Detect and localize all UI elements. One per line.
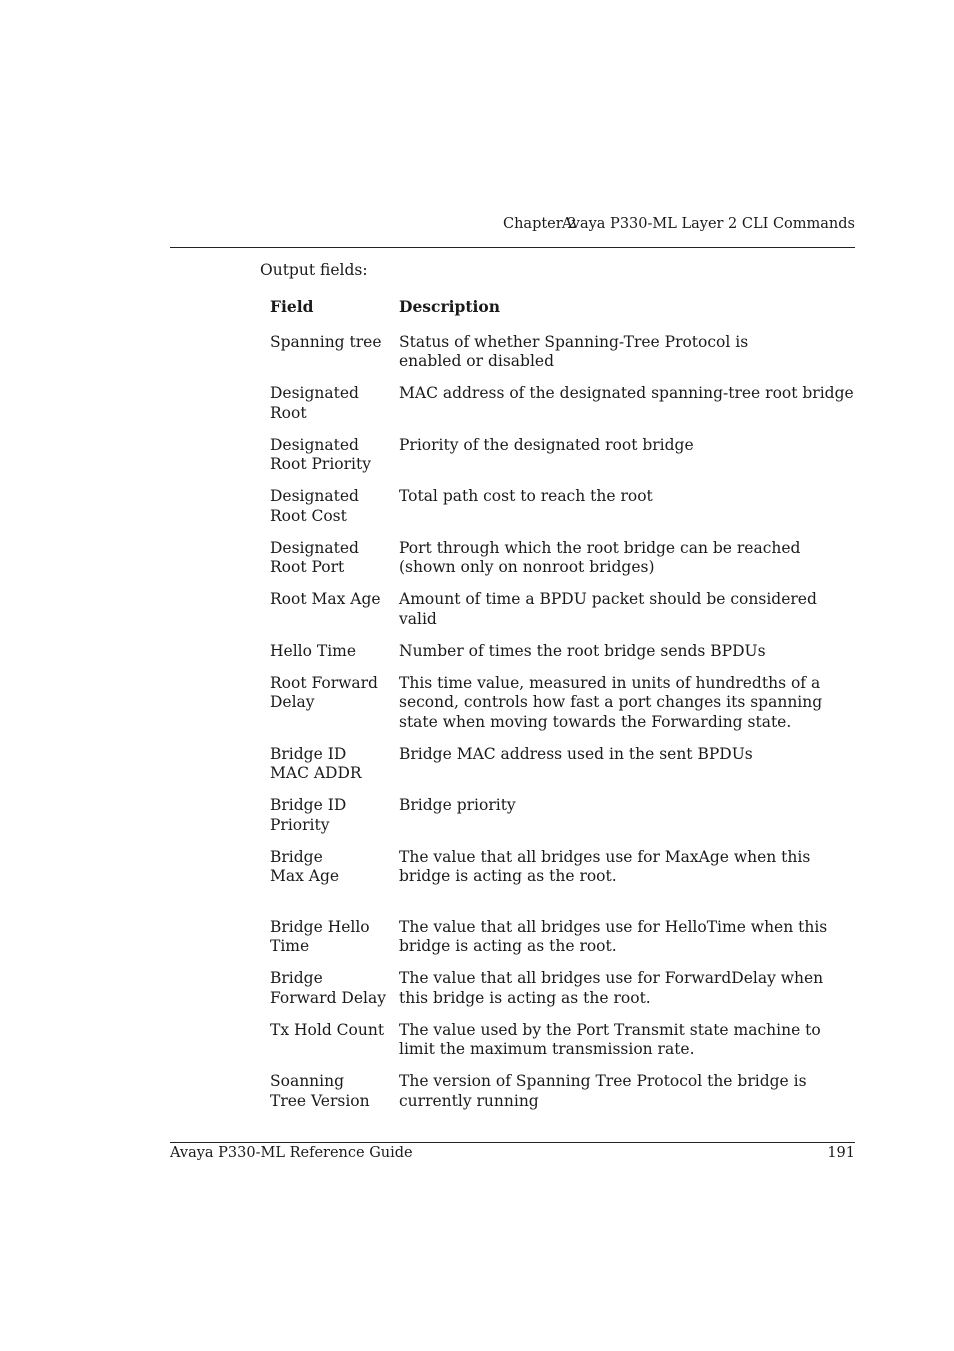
field-description: Bridge priority xyxy=(399,796,516,814)
field-description: Bridge MAC address used in the sent BPDUs xyxy=(399,744,753,763)
section-title: Avaya P330-ML Layer 2 CLI Commands xyxy=(561,216,855,232)
table-row xyxy=(270,848,855,887)
table-header-row xyxy=(270,297,855,317)
table-row xyxy=(270,333,855,372)
field-name: Spanning tree xyxy=(270,332,382,351)
field-name: Designated Root xyxy=(270,384,359,422)
field-description: Amount of time a BPDU packet should be considered valid xyxy=(399,590,817,628)
field-description: Status of whether Spanning-Tree Protocol is enabled or disabled xyxy=(399,332,749,370)
field-name: Designated Root Priority xyxy=(270,435,371,473)
field-description: The value that all bridges use for HelloTime when this bridge is acting as the root. xyxy=(399,917,828,955)
table-row xyxy=(270,1021,855,1060)
table-row xyxy=(270,1072,855,1111)
field-name: Bridge ID Priority xyxy=(270,796,347,834)
table-row xyxy=(270,539,855,578)
page-footer xyxy=(170,1142,855,1161)
intro-text: Output fields: xyxy=(260,261,368,279)
table-row xyxy=(270,745,855,784)
field-name: Tx Hold Count xyxy=(270,1020,385,1039)
field-description: The value used by the Port Transmit state machine to limit the maximum transmission rate. xyxy=(399,1020,821,1058)
page-header xyxy=(170,215,855,248)
field-name: Designated Root Cost xyxy=(270,487,359,525)
column-header-field: Field xyxy=(270,297,314,316)
field-description: The value that all bridges use for MaxAge when this bridge is acting as the root. xyxy=(399,847,811,885)
field-name: Root Max Age xyxy=(270,590,381,608)
table-row xyxy=(270,642,855,662)
guide-title: Avaya P330-ML Reference Guide xyxy=(170,1145,413,1161)
table-row xyxy=(270,487,855,526)
field-description: The version of Spanning Tree Protocol the bridge is currently running xyxy=(399,1072,807,1110)
field-name: Designated Root Port xyxy=(270,538,359,576)
output-fields-table xyxy=(270,297,855,1124)
table-row xyxy=(270,918,855,957)
table-row xyxy=(270,436,855,475)
field-description: MAC address of the designated spanning-tree root bridge xyxy=(399,384,854,402)
chapter-label: Chapter 2 xyxy=(503,216,577,232)
field-description: Number of times the root bridge sends BPDUs xyxy=(399,641,766,660)
field-name: Bridge Max Age xyxy=(270,847,340,885)
field-description: This time value, measured in units of hundredths of a second, controls how fast a port changes its spanning state when moving towards the Forwarding state. xyxy=(399,673,823,731)
table-row xyxy=(270,969,855,1008)
table-row xyxy=(270,674,855,733)
table-row xyxy=(270,384,855,423)
table-row xyxy=(270,796,855,835)
page-number: 191 xyxy=(827,1145,855,1161)
table-row xyxy=(270,590,855,629)
field-description: Total path cost to reach the root xyxy=(399,487,653,505)
field-name: Bridge Hello Time xyxy=(270,917,370,955)
field-description: The value that all bridges use for ForwardDelay when this bridge is acting as the root. xyxy=(399,969,824,1007)
field-name: Root Forward Delay xyxy=(270,673,378,711)
field-name: Bridge ID MAC ADDR xyxy=(270,744,362,782)
field-name: Soanning Tree Version xyxy=(270,1072,370,1110)
column-header-description: Description xyxy=(399,297,501,316)
field-name: Hello Time xyxy=(270,641,357,660)
field-name: Bridge Forward Delay xyxy=(270,969,386,1007)
field-description: Priority of the designated root bridge xyxy=(399,435,694,454)
field-description: Port through which the root bridge can be reached (shown only on nonroot bridges) xyxy=(399,538,801,576)
